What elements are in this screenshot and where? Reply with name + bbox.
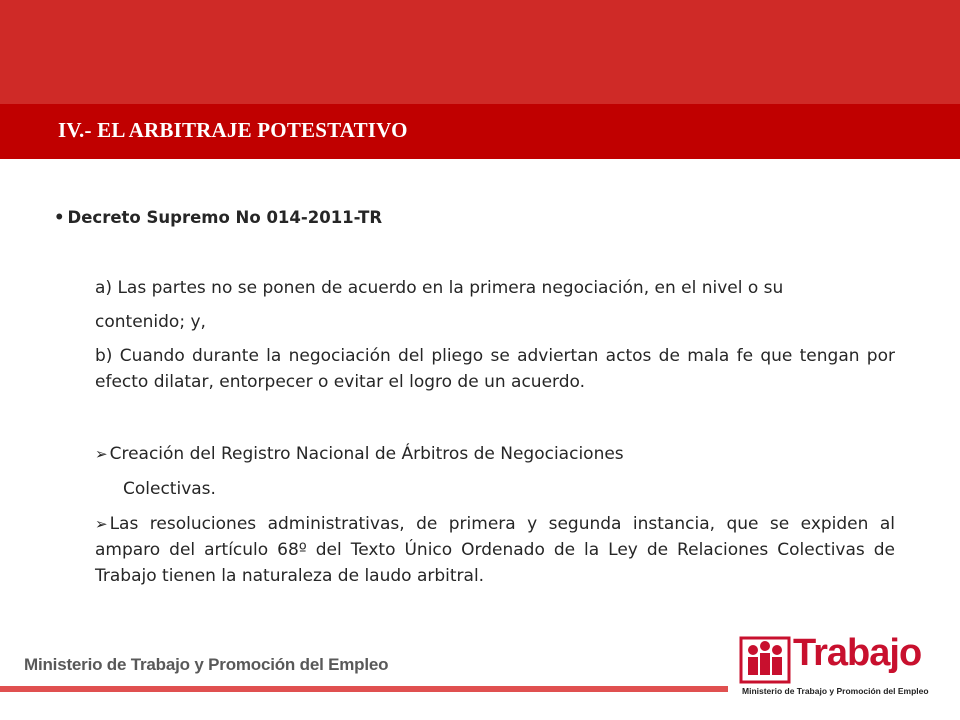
arrow-bullet-icon: ➢ (95, 445, 108, 463)
trabajo-logo (737, 630, 937, 710)
arrow-item-2 (95, 511, 895, 589)
arrow-item-2-text: Las resoluciones administrativas, de primera y segunda instancia, que se expiden al amparo del artículo 68º del Texto Único Ordenado de la Ley de Relaciones Colectivas de Trabajo tienen la naturaleza de laudo arbitral. (95, 514, 895, 586)
footer-ministry-name: Ministerio de Trabajo y Promoción del Empleo (24, 655, 389, 674)
slide-title: IV.- EL ARBITRAJE POTESTATIVO (58, 118, 408, 142)
item-b: b) Cuando durante la negociación del pliego se adviertan actos de mala fe que tengan por efecto dilatar, entorpecer o evitar el logro de un acuerdo. (95, 346, 895, 392)
footer-divider (0, 686, 728, 692)
logo-wordmark: Trabajo (793, 632, 922, 674)
item-a-line1: a) Las partes no se ponen de acuerdo en la primera negociación, en el nivel o su (95, 278, 784, 298)
people-logo-icon (737, 630, 793, 686)
arrow-item-1 (95, 441, 895, 467)
arrow-item-1-continuation: Colectivas. (123, 479, 216, 499)
arrow-item-1-text: Creación del Registro Nacional de Árbitros de Negociaciones (109, 444, 624, 464)
bullet-heading-text: Decreto Supremo No 014-2011-TR (67, 208, 383, 227)
arrow-bullet-icon: ➢ (95, 515, 108, 533)
item-a-line2: contenido; y, (95, 312, 206, 332)
logo-subtitle: Ministerio de Trabajo y Promoción del Empleo (742, 686, 929, 696)
bullet-heading (54, 208, 382, 227)
bullet-dot-icon: • (54, 208, 65, 227)
